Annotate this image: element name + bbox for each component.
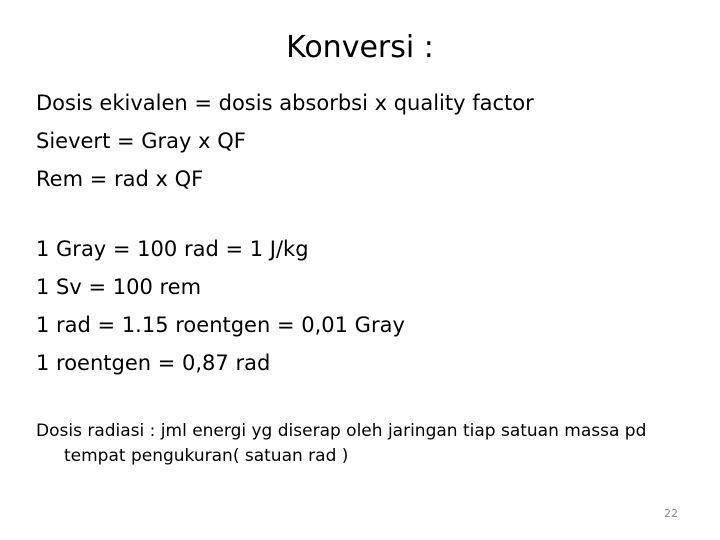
conversion-line-gray: 1 Gray = 100 rad = 1 J/kg bbox=[36, 237, 309, 261]
definition-line-equivalent-dose: Dosis ekivalen = dosis absorbsi x quality factor bbox=[36, 91, 534, 115]
definition-line-rem: Rem = rad x QF bbox=[36, 167, 204, 191]
conversion-line-roentgen: 1 roentgen = 0,87 rad bbox=[36, 351, 271, 375]
page-number: 22 bbox=[664, 507, 678, 520]
conversion-line-rad: 1 rad = 1.15 roentgen = 0,01 Gray bbox=[36, 313, 405, 337]
slide-title: Konversi : bbox=[286, 30, 434, 65]
definitions-list bbox=[36, 84, 534, 198]
conversions-list bbox=[36, 230, 405, 382]
definition-line-sievert: Sievert = Gray x QF bbox=[36, 129, 246, 153]
radiation-dose-note: Dosis radiasi : jml energi yg diserap oleh jaringan tiap satuan massa pd tempat pengukuran( satuan rad ) bbox=[36, 421, 647, 466]
conversion-line-sievert: 1 Sv = 100 rem bbox=[36, 275, 202, 299]
